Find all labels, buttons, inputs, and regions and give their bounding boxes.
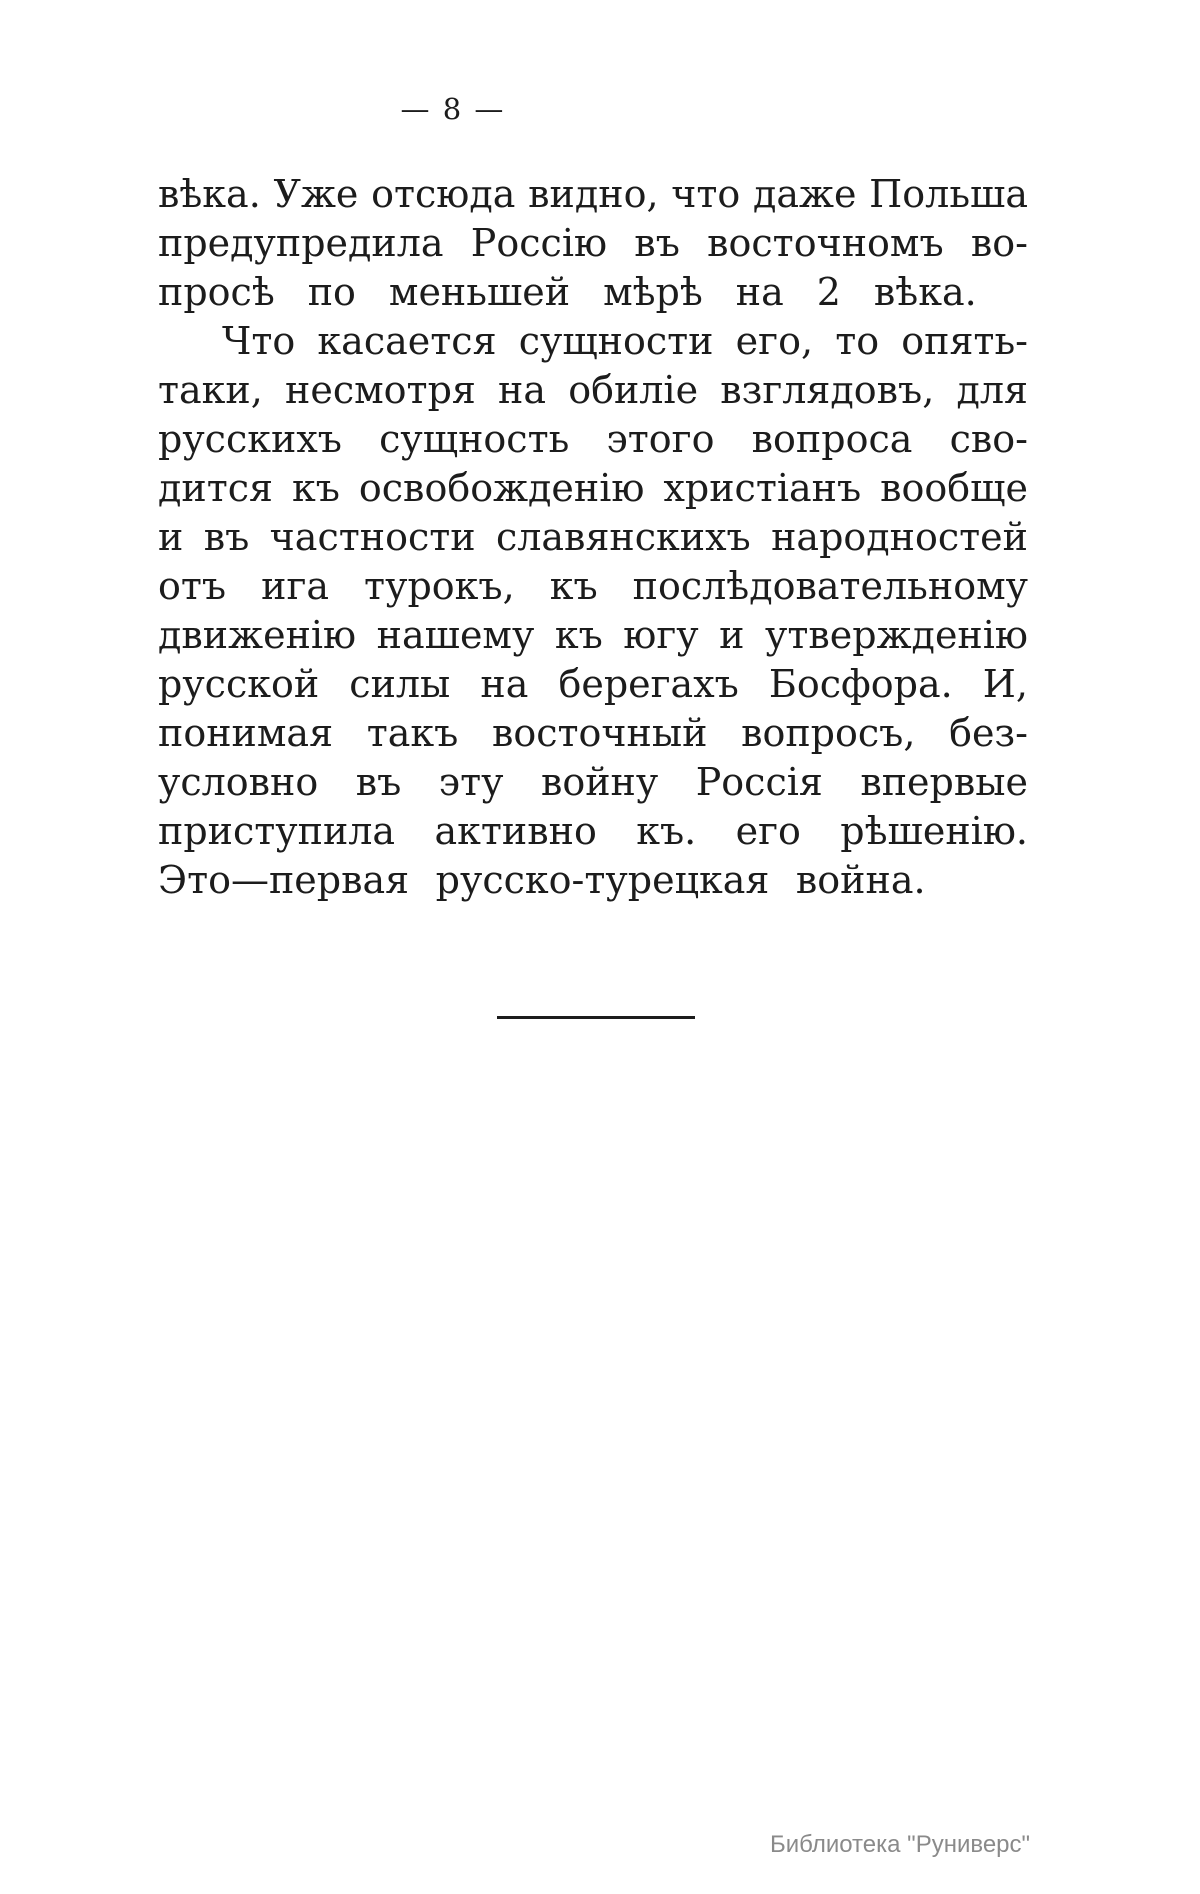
text-line: вѣка. Уже отсюда видно, что даже Польша xyxy=(158,172,1028,216)
body-text-block xyxy=(158,170,1028,905)
text-line paragraph-end: Это—первая русско-турецкая война. xyxy=(158,858,926,902)
text-line: движенію нашему къ югу и утвержденію xyxy=(158,613,1028,657)
text-line paragraph-start: Что касается сущности его, то опять- xyxy=(222,319,1028,363)
text-line: таки, несмотря на обиліе взглядовъ, для xyxy=(158,368,1028,412)
text-line: условно въ эту войну Россія впервые xyxy=(158,760,1028,804)
text-line: и въ частности славянскихъ народностей xyxy=(158,515,1028,559)
text-line: отъ ига турокъ, къ послѣдовательному xyxy=(158,564,1028,608)
text-line: понимая такъ восточный вопросъ, без- xyxy=(158,711,1028,755)
text-line: просѣ по меньшей мѣрѣ на 2 вѣка. xyxy=(158,270,977,314)
section-divider-rule xyxy=(497,1016,695,1019)
text-line: предупредила Россію въ восточномъ во- xyxy=(158,221,1028,265)
text-line: русской силы на берегахъ Босфора. И, xyxy=(158,662,1028,706)
text-line: русскихъ сущность этого вопроса сво- xyxy=(158,417,1028,461)
library-watermark: Библиотека "Руниверс" xyxy=(770,1831,1031,1858)
text-line: дится къ освобожденію христіанъ вообще xyxy=(158,466,1028,510)
text-line: приступила активно къ. его рѣшенію. xyxy=(158,809,1028,853)
page-number-header: — 8 — xyxy=(400,92,506,126)
